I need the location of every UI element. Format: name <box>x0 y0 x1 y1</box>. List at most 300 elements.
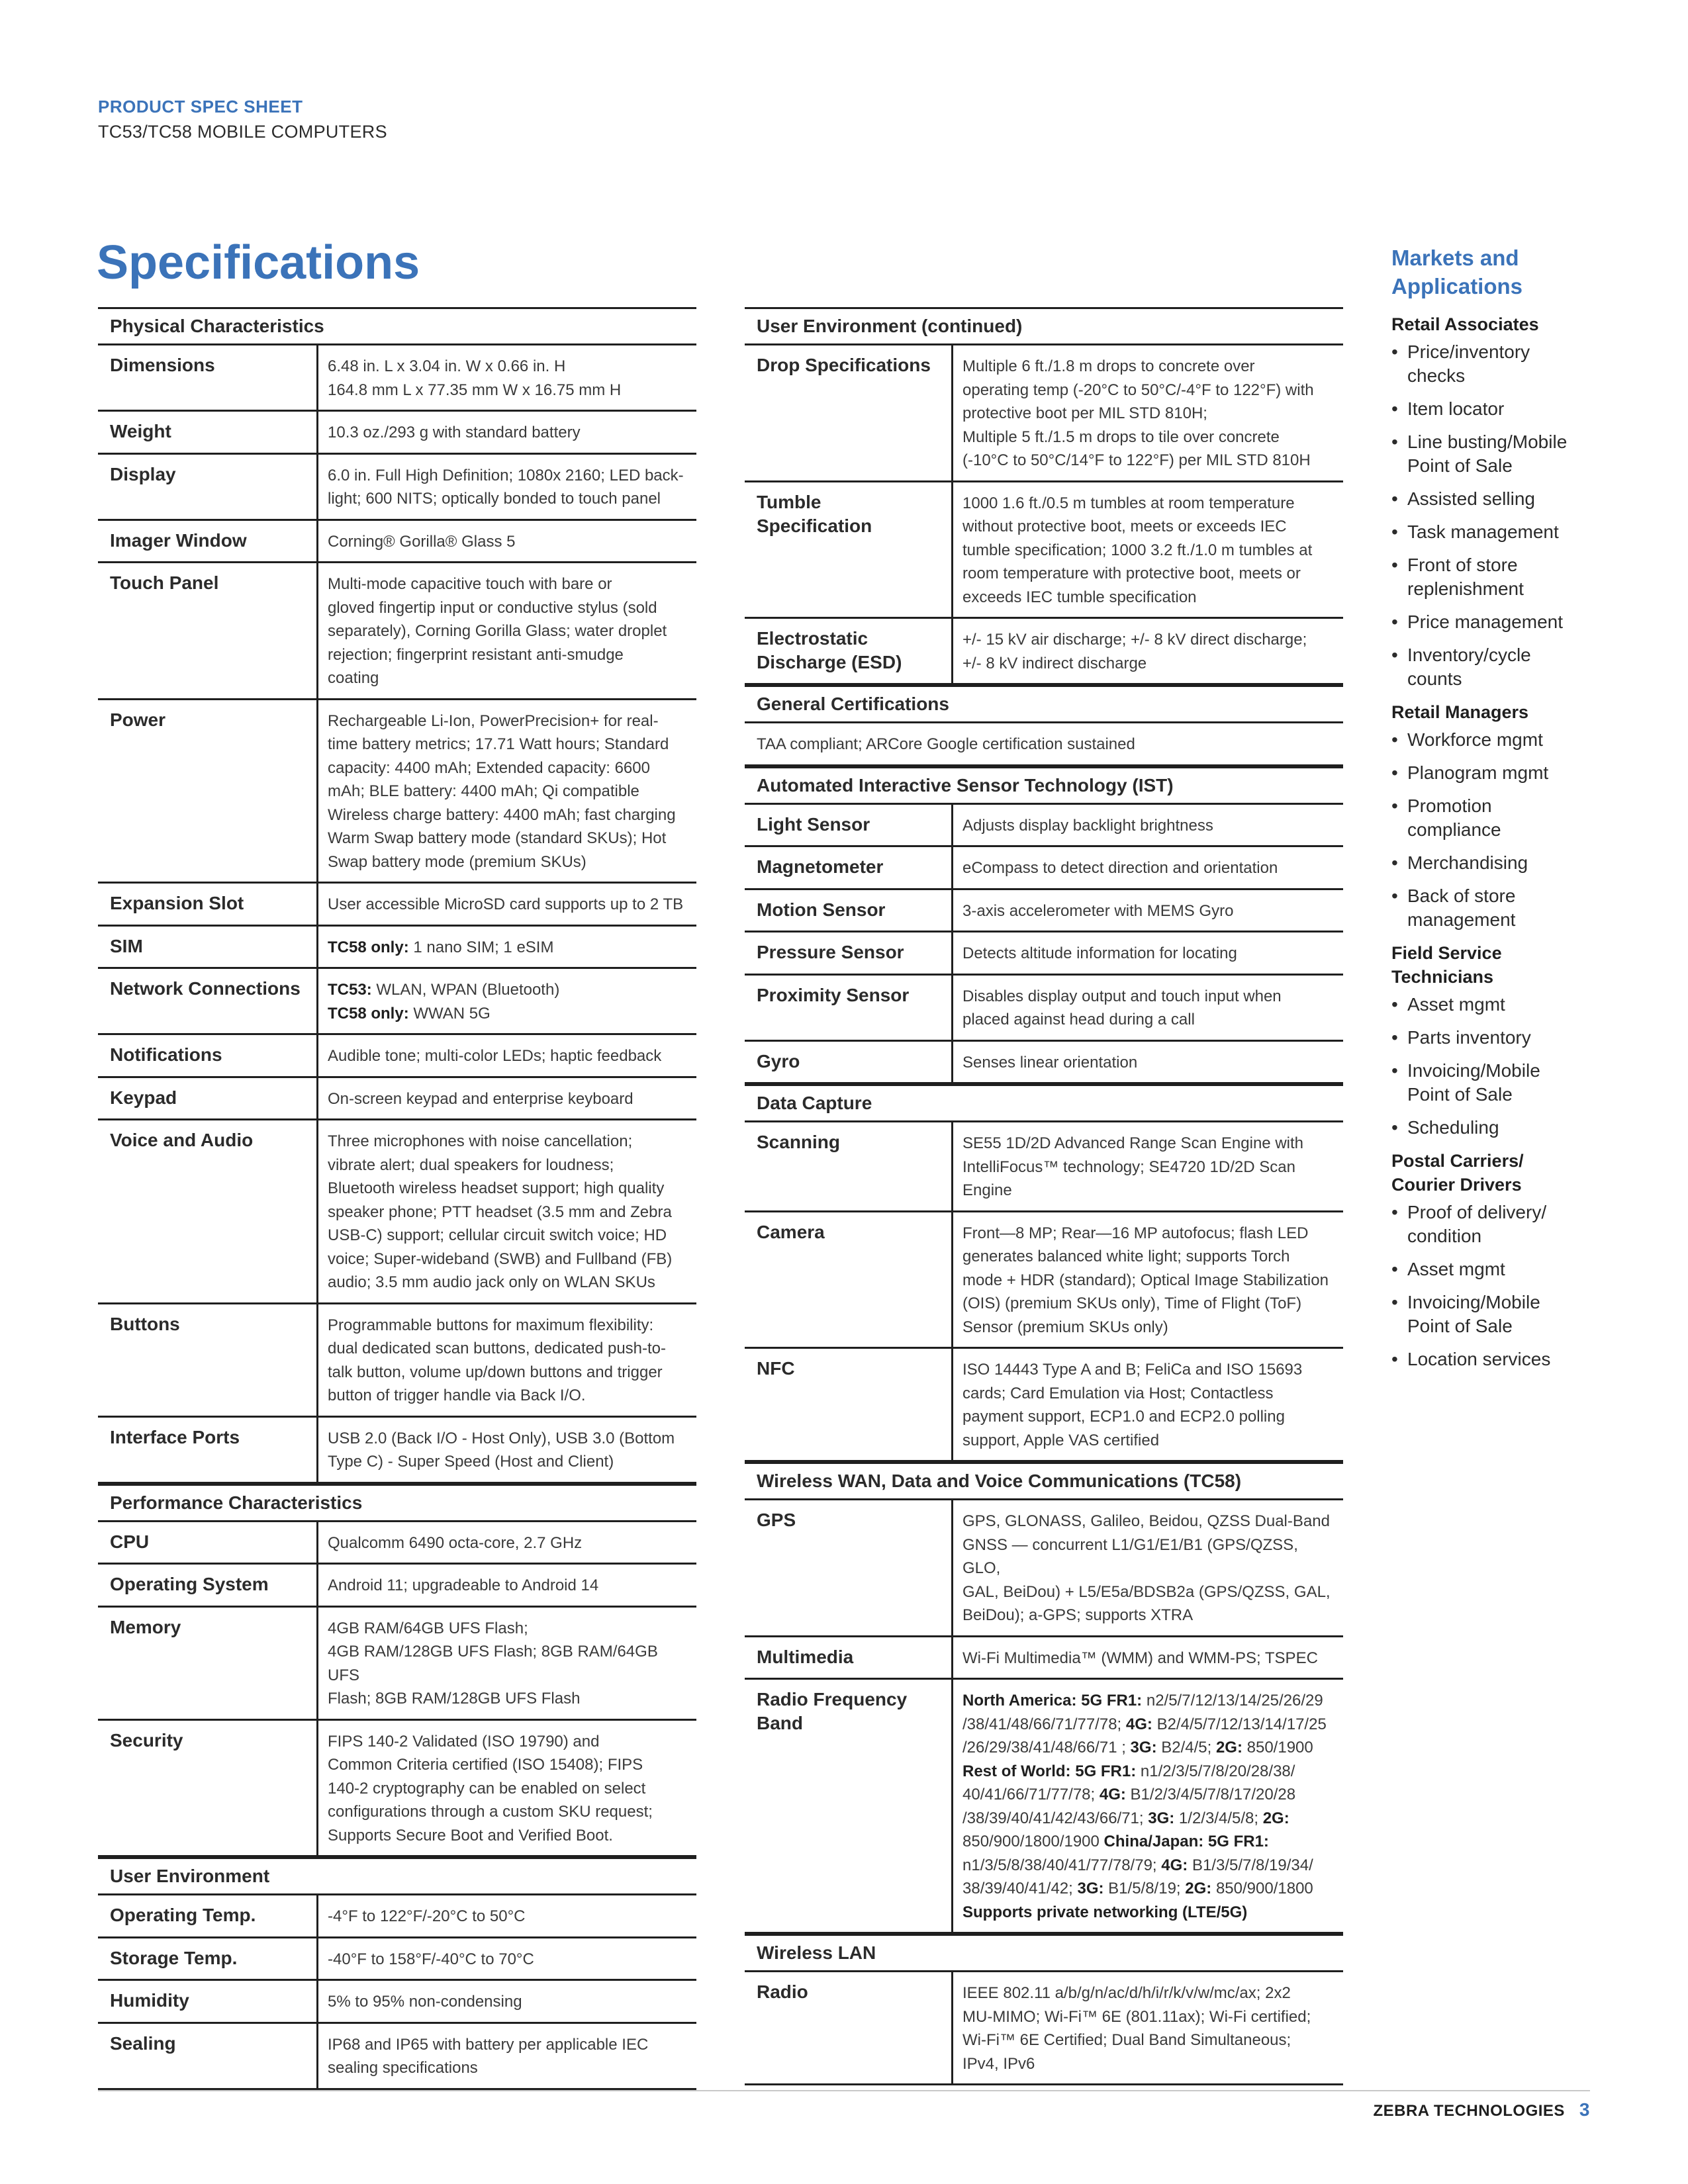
spec-value <box>953 976 1343 1040</box>
spec-value <box>318 455 696 519</box>
spec-section <box>745 685 1343 766</box>
spec-label: Notifications <box>98 1035 318 1076</box>
spec-row <box>98 1522 696 1565</box>
bullet-icon: • <box>1391 398 1398 419</box>
spec-value <box>953 1680 1343 1932</box>
value-line: +/- 15 kV air discharge; +/- 8 kV direct discharge; <box>962 631 1307 649</box>
value-line: light; 600 NITS; optically bonded to touch panel <box>328 490 661 508</box>
bold-text: Supports private networking (LTE/5G) <box>962 1903 1248 1921</box>
value-line: Audible tone; multi-color LEDs; haptic feedback <box>328 1047 662 1065</box>
spec-row <box>745 1637 1343 1680</box>
value-text: B1/5/8/19; <box>1103 1880 1186 1897</box>
market-item <box>1391 884 1603 932</box>
group-title-line: Postal Carriers/ <box>1391 1151 1524 1171</box>
value-line: gloved fingertip input or conductive stylus (sold <box>328 598 657 617</box>
bold-text: 3G: <box>1077 1880 1104 1897</box>
market-item-line: Invoicing/Mobile <box>1407 1060 1540 1081</box>
spec-value <box>318 1078 696 1119</box>
spec-row <box>98 1981 696 2024</box>
spec-row <box>745 1212 1343 1349</box>
spec-row <box>98 1565 696 1608</box>
market-item-line: Parts inventory <box>1407 1027 1531 1048</box>
value-line: 6.0 in. Full High Definition; 1080x 2160; LED back- <box>328 466 684 484</box>
value-line: Corning® Gorilla® Glass 5 <box>328 532 516 551</box>
spec-row <box>745 1680 1343 1934</box>
value-line: Wireless charge battery: 4400 mAh; fast charging <box>328 805 676 824</box>
spec-value <box>318 345 696 410</box>
spec-label: Camera <box>745 1212 953 1347</box>
spec-row <box>745 890 1343 933</box>
spec-value <box>318 1938 696 1979</box>
bullet-icon: • <box>1391 1349 1398 1369</box>
spec-value <box>953 619 1343 683</box>
value-line: Sensor (premium SKUs only) <box>962 1318 1168 1336</box>
value-line: Front—8 MP; Rear—16 MP autofocus; flash LED <box>962 1224 1309 1242</box>
value-line: 10.3 oz./293 g with standard battery <box>328 424 581 441</box>
spec-column-right <box>745 307 1343 2085</box>
bullet-icon: • <box>1391 1259 1398 1279</box>
spec-value <box>953 1122 1343 1210</box>
markets-sidebar <box>1391 244 1603 1381</box>
spec-label: Weight <box>98 412 318 453</box>
value-line: 4GB RAM/128GB UFS Flash; 8GB RAM/64GB UFS <box>328 1643 658 1684</box>
spec-row <box>98 1304 696 1418</box>
market-item <box>1391 340 1603 388</box>
spec-row <box>98 927 696 970</box>
spec-value <box>953 1212 1343 1347</box>
market-item <box>1391 397 1603 421</box>
market-item-line: Point of Sale <box>1407 1084 1513 1105</box>
spec-value <box>318 1418 696 1482</box>
spec-column-left <box>98 307 696 2090</box>
value-line: 140-2 cryptography can be enabled on select <box>328 1779 646 1797</box>
value-line: Adjusts display backlight brightness <box>962 816 1213 835</box>
spec-value <box>318 1565 696 1606</box>
value-line: talk button, volume up/down buttons and trigger <box>328 1363 663 1381</box>
value-line: support, Apple VAS certified <box>962 1431 1160 1449</box>
market-item-line: Asset mgmt <box>1407 1259 1505 1279</box>
market-item <box>1391 1347 1603 1371</box>
spec-row <box>98 884 696 927</box>
value-line: placed against head during a call <box>962 1011 1195 1028</box>
spec-row <box>745 1122 1343 1212</box>
bold-text: 4G: <box>1099 1786 1126 1803</box>
value-line: voice; Super-wideband (SWB) and Fullband (FB) <box>328 1250 673 1268</box>
value-line: Wi-Fi™ 6E Certified; Dual Band Simultaneous; <box>962 2031 1291 2049</box>
value-line: cards; Card Emulation via Host; Contactless <box>962 1384 1274 1402</box>
spec-value <box>318 1981 696 2022</box>
section-title: Physical Characteristics <box>98 309 696 345</box>
value-line: (-10°C to 50°C/14°F to 122°F) per MIL STD 810H <box>962 451 1311 469</box>
market-item <box>1391 487 1603 511</box>
value-text: /38/41/48/66/71/77/78; <box>962 1715 1126 1733</box>
value-line: Multi-mode capacitive touch with bare or <box>328 575 612 593</box>
spec-label: Pressure Sensor <box>745 933 953 974</box>
value-line: SE55 1D/2D Advanced Range Scan Engine with <box>962 1134 1304 1152</box>
value-line: room temperature with protective boot, meets or <box>962 565 1301 582</box>
market-item-line: Assisted selling <box>1407 488 1535 509</box>
value-line: configurations through a custom SKU request; <box>328 1803 653 1821</box>
value-line: 3-axis accelerometer with MEMS Gyro <box>962 901 1234 920</box>
value-text: B2/4/5/7/12/13/14/17/25 <box>1152 1715 1327 1733</box>
market-item-line: management <box>1407 909 1516 930</box>
spec-row <box>98 1721 696 1858</box>
market-item-line: Merchandising <box>1407 852 1528 873</box>
value-text: B1/2/3/4/5/7/8/17/20/28 <box>1125 1786 1296 1803</box>
spec-row <box>98 455 696 521</box>
market-item-line: Point of Sale <box>1407 1316 1513 1336</box>
spec-section <box>745 307 1343 685</box>
spec-label: Magnetometer <box>745 847 953 888</box>
value-line: Three microphones with noise cancellation; <box>328 1132 633 1150</box>
spec-value <box>318 521 696 562</box>
spec-label: Operating Temp. <box>98 1895 318 1936</box>
value-text: n1/2/3/5/7/8/20/28/38/ <box>1136 1762 1295 1780</box>
value-line: MU-MIMO; Wi-Fi™ 6E (801.11ax); Wi-Fi certified; <box>962 2007 1311 2026</box>
value-line: Warm Swap battery mode (standard SKUs); Hot <box>328 829 667 847</box>
market-item <box>1391 553 1603 601</box>
spec-section <box>745 1462 1343 1934</box>
value-line: -40°F to 158°F/-40°C to 70°C <box>328 1950 534 1968</box>
market-item-line: Back of store <box>1407 886 1516 906</box>
bullet-icon: • <box>1391 522 1398 542</box>
bullet-icon: • <box>1391 1117 1398 1138</box>
bullet-icon: • <box>1391 1027 1398 1048</box>
market-item <box>1391 794 1603 842</box>
spec-section <box>745 1934 1343 2085</box>
spec-row <box>745 1500 1343 1637</box>
value-line: operating temp (-20°C to 50°C/-4°F to 122°F) with <box>962 381 1314 399</box>
market-item <box>1391 851 1603 875</box>
bold-text: 4G: <box>1125 1715 1152 1733</box>
spec-label: Display <box>98 455 318 519</box>
value-line <box>962 1807 1334 1831</box>
value-line: BeiDou); a-GPS; supports XTRA <box>962 1606 1194 1624</box>
value-line: sealing specifications <box>328 2059 478 2077</box>
spec-value <box>318 927 696 968</box>
spec-label: GPS <box>745 1500 953 1635</box>
spec-label: Electrostatic Discharge (ESD) <box>745 619 953 683</box>
value-line: Engine <box>962 1181 1012 1199</box>
value-line: capacity: 4400 mAh; Extended capacity: 6600 <box>328 758 650 777</box>
value-line: User accessible MicroSD card supports up to 2 TB <box>328 895 684 913</box>
spec-row <box>745 1972 1343 2085</box>
value-text: 1 nano SIM; 1 eSIM <box>408 938 554 956</box>
spec-row <box>98 521 696 564</box>
value-line: USB 2.0 (Back I/O - Host Only), USB 3.0 (Bottom <box>328 1429 675 1447</box>
market-item-line: Invoicing/Mobile <box>1407 1292 1540 1312</box>
spec-value <box>318 1895 696 1936</box>
spec-label: Light Sensor <box>745 805 953 846</box>
spec-label: Voice and Audio <box>98 1120 318 1302</box>
market-item <box>1391 1201 1603 1248</box>
bullet-icon: • <box>1391 1292 1398 1312</box>
spec-row <box>745 345 1343 482</box>
section-title: Wireless LAN <box>745 1936 1343 1972</box>
value-line: speaker phone; PTT headset (3.5 mm and Zebra <box>328 1203 672 1221</box>
market-item <box>1391 520 1603 544</box>
spec-label: Memory <box>98 1608 318 1719</box>
value-line: GNSS — concurrent L1/G1/E1/B1 (GPS/QZSS, GLO, <box>962 1535 1298 1577</box>
spec-value <box>953 1349 1343 1460</box>
spec-label: Expansion Slot <box>98 884 318 925</box>
spec-label: Operating System <box>98 1565 318 1606</box>
value-text: /26/29/38/41/48/66/71 ; <box>962 1739 1131 1756</box>
spec-label: Humidity <box>98 1981 318 2022</box>
spec-label: Security <box>98 1721 318 1856</box>
value-line: GPS, GLONASS, Galileo, Beidou, QZSS Dual-Band <box>962 1512 1330 1530</box>
market-item <box>1391 728 1603 752</box>
value-line: 164.8 mm L x 77.35 mm W x 16.75 mm H <box>328 381 622 399</box>
spec-label: Imager Window <box>98 521 318 562</box>
value-text: WWAN 5G <box>408 1004 491 1023</box>
spec-label: Keypad <box>98 1078 318 1119</box>
market-item <box>1391 761 1603 785</box>
value-line: exceeds IEC tumble specification <box>962 588 1197 606</box>
spec-row <box>98 1120 696 1304</box>
spec-value: TAA compliant; ARCore Google certification sustained <box>757 735 1135 753</box>
market-item-line: Line busting/Mobile <box>1407 432 1568 452</box>
group-title-line: Field Service <box>1391 943 1502 963</box>
value-text: 850/900/1800/1900 <box>962 1833 1104 1850</box>
spec-label: Motion Sensor <box>745 890 953 931</box>
value-line: GAL, BeiDou) + L5/E5a/BDSB2a (GPS/QZSS, GAL, <box>962 1582 1331 1601</box>
bullet-icon: • <box>1391 1060 1398 1081</box>
spec-label: Sealing <box>98 2024 318 2088</box>
markets-title-line: Applications <box>1391 274 1523 298</box>
market-item <box>1391 1257 1603 1281</box>
spec-row <box>745 1042 1343 1085</box>
bold-text: 2G: <box>1185 1880 1212 1897</box>
bold-text: 2G: <box>1262 1809 1289 1827</box>
bullet-icon: • <box>1391 1202 1398 1222</box>
market-item-line: Front of store <box>1407 555 1518 575</box>
value-line: 6.48 in. L x 3.04 in. W x 0.66 in. H <box>328 357 566 375</box>
value-text: /38/39/40/41/42/43/66/71; <box>962 1809 1149 1827</box>
spec-value <box>953 1042 1343 1083</box>
value-line <box>962 1713 1334 1737</box>
spec-label: Scanning <box>745 1122 953 1210</box>
value-line: FIPS 140-2 Validated (ISO 19790) and <box>328 1732 600 1751</box>
spec-label: Storage Temp. <box>98 1938 318 1979</box>
value-text: 850/900/1800 <box>1211 1880 1313 1897</box>
spec-value <box>318 1035 696 1076</box>
value-line: +/- 8 kV indirect discharge <box>962 654 1147 672</box>
value-line: without protective boot, meets or exceeds IEC <box>962 518 1287 535</box>
bullet-icon: • <box>1391 762 1398 783</box>
value-line: mAh; BLE battery: 4400 mAh; Qi compatible <box>328 782 639 800</box>
market-item-line: Planogram mgmt <box>1407 762 1549 783</box>
market-item-line: replenishment <box>1407 578 1524 599</box>
spec-row <box>745 805 1343 848</box>
value-line <box>962 1877 1334 1901</box>
value-line: Disables display output and touch input when <box>962 987 1282 1005</box>
value-line: IPv4, IPv6 <box>962 2054 1035 2073</box>
markets-title-line: Markets and <box>1391 246 1519 270</box>
bold-text: China/Japan: 5G FR1: <box>1103 1833 1269 1850</box>
bullet-icon: • <box>1391 796 1398 816</box>
value-line <box>962 1689 1334 1713</box>
market-item <box>1391 1291 1603 1338</box>
value-line: Senses linear orientation <box>962 1053 1138 1071</box>
bullet-icon: • <box>1391 645 1398 665</box>
bullet-icon: • <box>1391 612 1398 632</box>
market-item <box>1391 1059 1603 1107</box>
value-line <box>962 1736 1334 1760</box>
value-text: 850/1900 <box>1242 1739 1313 1756</box>
bold-text: 4G: <box>1161 1856 1188 1874</box>
value-line: Rechargeable Li-Ion, PowerPrecision+ for real- <box>328 711 659 730</box>
value-line <box>962 1830 1334 1854</box>
market-group-title <box>1391 312 1603 336</box>
spec-label: NFC <box>745 1349 953 1460</box>
value-line <box>328 1002 687 1026</box>
value-line: Flash; 8GB RAM/128GB UFS Flash <box>328 1690 581 1707</box>
value-line: button of trigger handle via Back I/O. <box>328 1387 586 1404</box>
spec-row <box>745 723 1343 766</box>
market-item-line: Inventory/cycle <box>1407 645 1531 665</box>
bullet-icon: • <box>1391 852 1398 873</box>
spec-value <box>318 1120 696 1302</box>
value-line: eCompass to detect direction and orientation <box>962 859 1278 877</box>
value-line: 1000 1.6 ft./0.5 m tumbles at room temperature <box>962 494 1295 512</box>
page-title: Specifications <box>97 236 420 289</box>
group-title-line: Courier Drivers <box>1391 1175 1522 1195</box>
value-line: separately), Corning Gorilla Glass; water droplet <box>328 622 667 640</box>
page-footer <box>1373 2098 1590 2123</box>
spec-value <box>953 345 1343 480</box>
value-line: time battery metrics; 17.71 Watt hours; Standard <box>328 735 669 753</box>
value-line <box>962 1760 1334 1784</box>
market-item-line: Promotion <box>1407 796 1492 816</box>
value-line: 5% to 95% non-condensing <box>328 1993 522 2011</box>
market-item-line: Proof of delivery/ <box>1407 1202 1547 1222</box>
spec-value <box>318 969 696 1033</box>
spec-section <box>745 766 1343 1085</box>
spec-value <box>953 1500 1343 1635</box>
bullet-icon: • <box>1391 886 1398 906</box>
value-line: Programmable buttons for maximum flexibility: <box>328 1316 654 1334</box>
bold-text: 3G: <box>1130 1739 1157 1756</box>
spec-label: Network Connections <box>98 969 318 1033</box>
market-group-title <box>1391 1149 1603 1197</box>
value-line: Detects altitude information for locating <box>962 944 1237 962</box>
value-text: WLAN, WPAN (Bluetooth) <box>371 981 560 999</box>
bullet-icon: • <box>1391 488 1398 509</box>
bold-text: 3G: <box>1148 1809 1175 1827</box>
market-item-line: condition <box>1407 1226 1482 1246</box>
bullet-icon: • <box>1391 729 1398 750</box>
value-line: Multiple 6 ft./1.8 m drops to concrete over <box>962 357 1255 375</box>
value-line: -4°F to 122°F/-20°C to 50°C <box>328 1907 526 1925</box>
value-line: coating <box>328 669 379 687</box>
spec-section <box>98 307 696 1484</box>
spec-row <box>98 1895 696 1938</box>
value-text: B1/3/5/7/8/19/34/ <box>1188 1856 1313 1874</box>
section-title: Data Capture <box>745 1086 1343 1122</box>
value-line: rejection; fingerprint resistant anti-smudge <box>328 645 624 664</box>
value-line: ISO 14443 Type A and B; FeliCa and ISO 15693 <box>962 1361 1303 1379</box>
bold-text: Rest of World: 5G FR1: <box>962 1762 1137 1780</box>
value-line: IEEE 802.11 a/b/g/n/ac/d/h/i/r/k/v/w/mc/ax; 2x2 <box>962 1984 1291 2002</box>
value-text: B2/4/5; <box>1156 1739 1216 1756</box>
value-line: Android 11; upgradeable to Android 14 <box>328 1576 599 1594</box>
value-text: n1/3/5/8/38/40/41/77/78/79; <box>962 1856 1162 1874</box>
market-item-line: Task management <box>1407 522 1559 542</box>
footer-divider <box>98 2090 1590 2091</box>
spec-row <box>98 2024 696 2090</box>
value-line: payment support, ECP1.0 and ECP2.0 polling <box>962 1408 1285 1426</box>
spec-row <box>98 412 696 455</box>
market-item-line: compliance <box>1407 819 1501 840</box>
header-kicker: PRODUCT SPEC SHEET <box>98 97 303 116</box>
value-text: 40/41/66/71/77/78; <box>962 1786 1100 1803</box>
bullet-icon: • <box>1391 994 1398 1015</box>
market-item-line: Location services <box>1407 1349 1551 1369</box>
spec-row <box>98 563 696 700</box>
market-item-line: checks <box>1407 365 1466 386</box>
market-item-line: Point of Sale <box>1407 455 1513 476</box>
spec-value <box>953 847 1343 888</box>
group-title-line: Technicians <box>1391 967 1494 987</box>
section-title: Wireless WAN, Data and Voice Communications (TC58) <box>745 1464 1343 1500</box>
value-line: On-screen keypad and enterprise keyboard <box>328 1089 633 1108</box>
bold-text: TC58 only: <box>328 1004 409 1023</box>
market-group-title <box>1391 700 1603 724</box>
value-text: 1/2/3/4/5/8; <box>1174 1809 1263 1827</box>
spec-label: Multimedia <box>745 1637 953 1678</box>
value-line: tumble specification; 1000 3.2 ft./1.0 m tumbles at <box>962 541 1313 559</box>
markets-title <box>1391 244 1603 300</box>
spec-label: CPU <box>98 1522 318 1563</box>
spec-row <box>745 847 1343 890</box>
spec-value <box>953 1637 1343 1678</box>
spec-row <box>745 933 1343 976</box>
spec-value <box>953 933 1343 974</box>
bullet-icon: • <box>1391 341 1398 362</box>
spec-label: Radio Frequency Band <box>745 1680 953 1932</box>
spec-label: Power <box>98 700 318 882</box>
section-title: User Environment <box>98 1859 696 1895</box>
spec-section <box>98 1484 696 1858</box>
bold-text: 2G: <box>1215 1739 1243 1756</box>
value-line: mode + HDR (standard); Optical Image Stabilization <box>962 1271 1329 1289</box>
market-item <box>1391 993 1603 1017</box>
value-line: generates balanced white light; supports Torch <box>962 1248 1290 1265</box>
value-line: Qualcomm 6490 octa-core, 2.7 GHz <box>328 1533 583 1552</box>
section-title: Automated Interactive Sensor Technology (IST) <box>745 768 1343 805</box>
page-header <box>98 95 387 145</box>
market-item-line: Workforce mgmt <box>1407 729 1543 750</box>
spec-value <box>318 1522 696 1563</box>
market-item-line: Price/inventory <box>1407 341 1530 362</box>
value-line: Common Criteria certified (ISO 15408); FIPS <box>328 1756 643 1774</box>
value-line: 4GB RAM/64GB UFS Flash; <box>328 1619 528 1637</box>
value-line: IP68 and IP65 with battery per applicable IEC <box>328 2035 649 2054</box>
spec-value <box>318 412 696 453</box>
spec-section <box>98 1857 696 2090</box>
value-line: protective boot per MIL STD 810H; <box>962 404 1207 422</box>
value-line <box>962 1783 1334 1807</box>
value-line: Supports Secure Boot and Verified Boot. <box>328 1826 613 1844</box>
spec-row <box>98 1035 696 1078</box>
value-line <box>328 936 687 960</box>
value-line: Multiple 5 ft./1.5 m drops to tile over concrete <box>962 428 1280 446</box>
spec-row <box>745 482 1343 619</box>
value-line: dual dedicated scan buttons, dedicated push-to- <box>328 1340 667 1357</box>
value-line: vibrate alert; dual speakers for loudness; <box>328 1156 614 1174</box>
value-line: IntelliFocus™ technology; SE4720 1D/2D Scan <box>962 1158 1295 1176</box>
